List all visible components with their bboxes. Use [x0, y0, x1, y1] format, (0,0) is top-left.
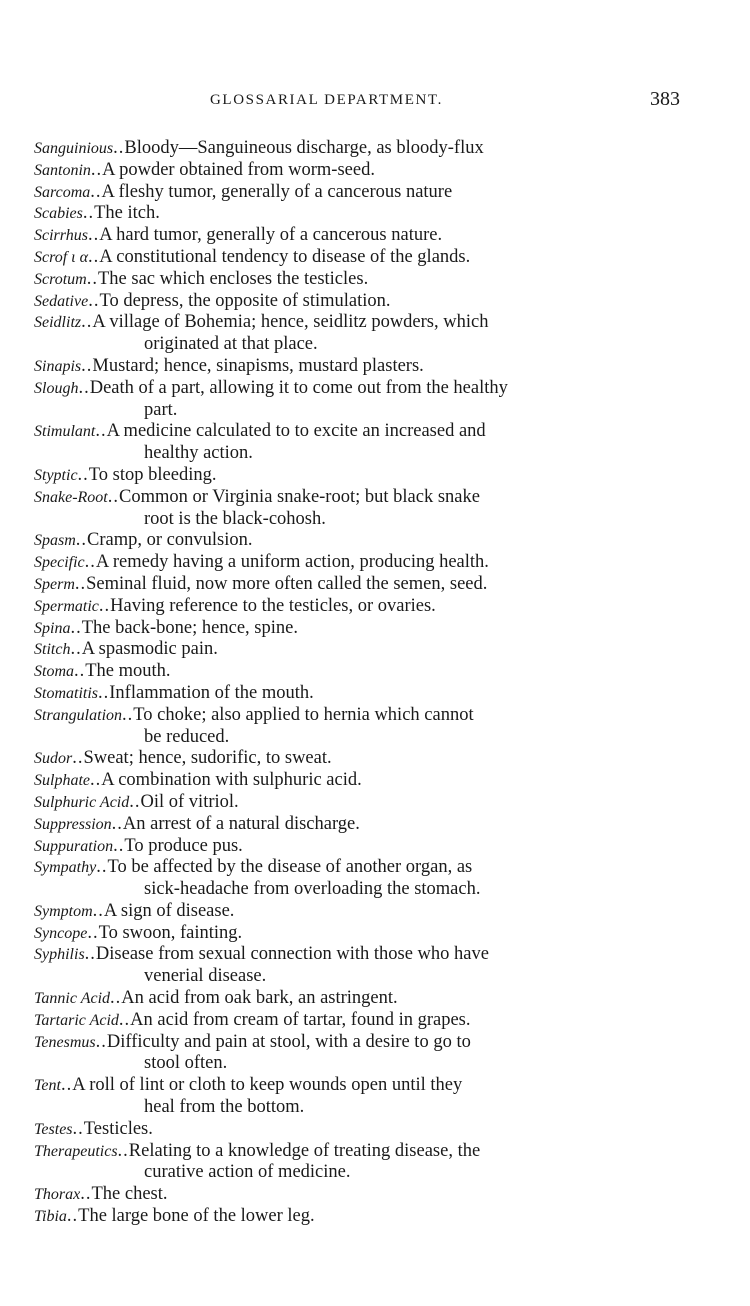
term-separator: .. — [60, 1075, 73, 1096]
glossary-term: Spina — [34, 619, 71, 637]
glossary-definition-continued: originated at that place. — [144, 334, 318, 355]
glossary-definition: To depress, the opposite of stimulation. — [99, 290, 391, 311]
glossary-definition: The mouth. — [85, 661, 171, 682]
glossary-definition-continued: be reduced. — [144, 726, 230, 747]
glossary-entry — [34, 160, 684, 182]
glossary-entry — [34, 269, 684, 291]
term-separator: .. — [81, 312, 93, 333]
glossary-definition: The chest. — [91, 1184, 168, 1205]
glossary-definition: Disease from sexual connection with those who have — [95, 944, 489, 965]
term-separator: .. — [117, 1140, 129, 1161]
glossary-definition: To be affected by the disease of another organ, as — [107, 857, 473, 878]
term-separator: .. — [90, 159, 103, 180]
glossary-entry — [34, 552, 684, 574]
glossary-term: Spermatic — [34, 597, 99, 615]
glossary-term: Tent — [34, 1077, 61, 1095]
glossary-term: Sarcoma — [34, 183, 91, 201]
glossary-entry — [34, 705, 684, 727]
term-separator: .. — [66, 1206, 79, 1227]
glossary-term: Spasm — [34, 532, 76, 550]
glossary-term: Scirrhus — [34, 227, 88, 245]
glossary-definition: Difficulty and pain at stool, with a desire to go to — [106, 1031, 471, 1052]
glossary-entry — [34, 618, 684, 640]
glossary-definition: A sign of disease. — [103, 900, 235, 921]
term-separator: .. — [98, 682, 110, 703]
glossary-term: Syncope — [34, 924, 88, 942]
glossary-list — [34, 138, 684, 1228]
glossary-definition: The sac which encloses the testicles. — [97, 268, 369, 289]
glossary-definition: Cramp, or convulsion. — [87, 530, 253, 551]
glossary-entry — [34, 748, 684, 770]
glossary-definition: Mustard; hence, sinapisms, mustard plasters. — [92, 355, 424, 376]
glossary-entry — [34, 487, 684, 509]
term-separator: .. — [95, 1031, 107, 1052]
glossary-term: Sanguinious — [34, 140, 114, 157]
glossary-definition-continued: healthy action. — [144, 443, 253, 464]
glossary-term: Scrotum — [34, 270, 87, 288]
term-separator: .. — [87, 922, 99, 943]
glossary-entry — [34, 421, 684, 443]
glossary-definition: Inflammation of the mouth. — [109, 682, 314, 703]
glossary-entry — [34, 836, 684, 858]
glossary-definition: To stop bleeding. — [88, 464, 217, 485]
glossary-entry — [34, 312, 684, 334]
glossary-entry — [34, 1206, 684, 1228]
glossary-definition: To produce pus. — [124, 835, 243, 856]
running-head: GLOSSARIAL DEPARTMENT. — [210, 92, 443, 108]
glossary-definition: A combination with sulphuric acid. — [101, 770, 362, 791]
term-separator: .. — [88, 290, 100, 311]
glossary-definition: To choke; also applied to hernia which cannot — [133, 704, 474, 725]
glossary-definition-continued: heal from the bottom. — [144, 1097, 305, 1118]
term-separator: .. — [70, 639, 82, 660]
page-header — [210, 88, 680, 112]
term-separator: .. — [87, 225, 100, 246]
term-separator: .. — [75, 530, 88, 551]
term-separator: .. — [95, 421, 107, 442]
term-separator: .. — [90, 770, 102, 791]
glossary-entry — [34, 770, 684, 792]
glossary-entry — [34, 814, 684, 836]
glossary-definition: Bloody—Sanguineous discharge, as bloody-flux — [124, 138, 484, 158]
glossary-entry — [34, 1141, 684, 1163]
glossary-term: Therapeutics — [34, 1142, 118, 1160]
glossary-entry — [34, 225, 684, 247]
glossary-term: Suppuration — [34, 837, 114, 855]
glossary-entry — [34, 1010, 684, 1032]
glossary-entry — [34, 988, 684, 1010]
term-separator: .. — [110, 988, 122, 1009]
term-separator: .. — [107, 486, 119, 507]
glossary-definition-continued: stool often. — [144, 1053, 228, 1074]
glossary-term: Syphilis — [34, 946, 85, 964]
glossary-entry — [34, 944, 684, 966]
term-separator: .. — [129, 791, 141, 812]
glossary-definition: A remedy having a uniform action, producing health. — [95, 552, 489, 573]
term-separator: .. — [81, 355, 93, 376]
glossary-definition: An arrest of a natural discharge. — [122, 813, 360, 834]
glossary-term: Scabies — [34, 205, 83, 223]
term-separator: .. — [72, 748, 84, 769]
term-separator: .. — [82, 203, 95, 224]
term-separator: .. — [122, 704, 134, 725]
glossary-term: Sulphate — [34, 772, 90, 790]
term-separator: .. — [74, 661, 86, 682]
glossary-definition: A roll of lint or cloth to keep wounds open until they — [72, 1075, 463, 1096]
term-separator: .. — [111, 813, 123, 834]
glossary-entry — [34, 356, 684, 378]
glossary-term: Suppression — [34, 815, 112, 833]
glossary-definition: Common or Virginia snake-root; but black snake — [119, 486, 480, 507]
term-separator: .. — [90, 181, 102, 202]
term-separator: .. — [86, 268, 98, 289]
glossary-entry — [34, 1032, 684, 1054]
term-separator: .. — [78, 377, 90, 398]
glossary-definition: A hard tumor, generally of a cancerous nature. — [99, 225, 443, 246]
glossary-definition-continued: part. — [144, 399, 178, 420]
term-separator: .. — [80, 1184, 92, 1205]
glossary-term: Thorax — [34, 1186, 81, 1204]
glossary-entry — [34, 901, 684, 923]
page-number: 383 — [650, 88, 680, 110]
glossary-term: Stoma — [34, 663, 74, 681]
glossary-entry — [34, 1184, 684, 1206]
term-separator: .. — [77, 464, 89, 485]
glossary-term: Tenesmus — [34, 1033, 96, 1051]
glossary-term: Sperm — [34, 575, 75, 593]
glossary-entry — [34, 138, 684, 160]
glossary-definition: Oil of vitriol. — [140, 791, 239, 812]
glossary-entry — [34, 465, 684, 487]
glossary-definition-continued: sick-headache from overloading the stomach. — [144, 879, 481, 900]
glossary-entry — [34, 1119, 684, 1141]
glossary-entry — [34, 1075, 684, 1097]
glossary-definition: A medicine calculated to to excite an increased and — [106, 421, 486, 442]
glossary-entry — [34, 639, 684, 661]
glossary-term: Sudor — [34, 750, 73, 768]
glossary-definition: Having reference to the testicles, or ovaries. — [110, 595, 436, 616]
glossary-definition: To swoon, fainting. — [98, 922, 243, 943]
glossary-entry — [34, 683, 684, 705]
glossary-term: Snake-Root — [34, 488, 108, 506]
glossary-term: Tartaric Acid — [34, 1011, 119, 1029]
term-separator: .. — [74, 573, 87, 594]
glossary-entry — [34, 792, 684, 814]
glossary-definition: The back-bone; hence, spine. — [81, 617, 298, 638]
glossary-entry — [34, 574, 684, 596]
glossary-entry — [34, 530, 684, 552]
glossary-term: Sinapis — [34, 357, 82, 375]
term-separator: .. — [92, 900, 104, 921]
glossary-term: Sympathy — [34, 859, 97, 877]
glossary-entry — [34, 923, 684, 945]
glossary-term: Slough — [34, 379, 79, 397]
glossary-term: Scrof ι α — [34, 248, 89, 266]
glossary-term: Sulphuric Acid — [34, 793, 130, 811]
term-separator: .. — [88, 246, 100, 267]
glossary-term: Seidlitz — [34, 314, 82, 332]
glossary-term: Sedative — [34, 292, 89, 310]
glossary-definition: A powder obtained from worm-seed. — [102, 159, 375, 180]
glossary-definition: Death of a part, allowing it to come out from the healthy — [89, 377, 508, 398]
term-separator: .. — [96, 857, 108, 878]
term-separator: .. — [98, 595, 111, 616]
glossary-term: Stitch — [34, 641, 71, 659]
glossary-entry — [34, 182, 684, 204]
term-separator: .. — [84, 944, 96, 965]
glossary-term: Stimulant — [34, 423, 96, 441]
glossary-definition: An acid from oak bark, an astringent. — [121, 988, 398, 1009]
glossary-entry — [34, 596, 684, 618]
term-separator: .. — [84, 552, 96, 573]
term-separator: .. — [118, 1009, 131, 1030]
glossary-definition-continued: venerial disease. — [144, 966, 267, 987]
glossary-entry — [34, 291, 684, 313]
term-separator: .. — [72, 1118, 84, 1139]
glossary-definition: Seminal fluid, now more often called the semen, seed. — [86, 573, 488, 594]
glossary-definition: A constitutional tendency to disease of the glands. — [99, 246, 471, 267]
glossary-term: Tibia — [34, 1208, 67, 1226]
glossary-definition-continued: root is the black-cohosh. — [144, 508, 326, 529]
term-separator: .. — [70, 617, 82, 638]
glossary-term: Styptic — [34, 466, 78, 484]
glossary-definition: Testicles. — [83, 1118, 153, 1139]
glossary-definition: The itch. — [94, 203, 160, 224]
glossary-definition: A spasmodic pain. — [81, 639, 218, 660]
glossary-entry — [34, 857, 684, 879]
glossary-term: Symptom — [34, 902, 93, 920]
glossary-term: Santonin — [34, 161, 91, 179]
glossary-entry — [34, 661, 684, 683]
glossary-definition: A village of Bohemia; hence, seidlitz powders, which — [92, 312, 489, 333]
glossary-definition: Relating to a knowledge of treating disease, the — [128, 1140, 481, 1161]
glossary-definition: The large bone of the lower leg. — [78, 1206, 315, 1227]
glossary-definition: An acid from cream of tartar, found in grapes. — [130, 1009, 471, 1030]
glossary-entry — [34, 247, 684, 269]
glossary-definition-continued: curative action of medicine. — [144, 1162, 351, 1183]
glossary-term: Tannic Acid — [34, 990, 111, 1008]
term-separator: .. — [113, 835, 125, 856]
glossary-term: Strangulation — [34, 706, 123, 724]
glossary-entry — [34, 203, 684, 225]
glossary-definition: A fleshy tumor, generally of a cancerous nature — [101, 181, 453, 202]
glossary-definition: Sweat; hence, sudorific, to sweat. — [83, 748, 332, 769]
glossary-term: Testes — [34, 1120, 73, 1138]
glossary-term: Stomatitis — [34, 684, 99, 702]
glossary-term: Specific — [34, 554, 85, 572]
glossary-entry — [34, 378, 684, 400]
term-separator: .. — [113, 138, 125, 158]
